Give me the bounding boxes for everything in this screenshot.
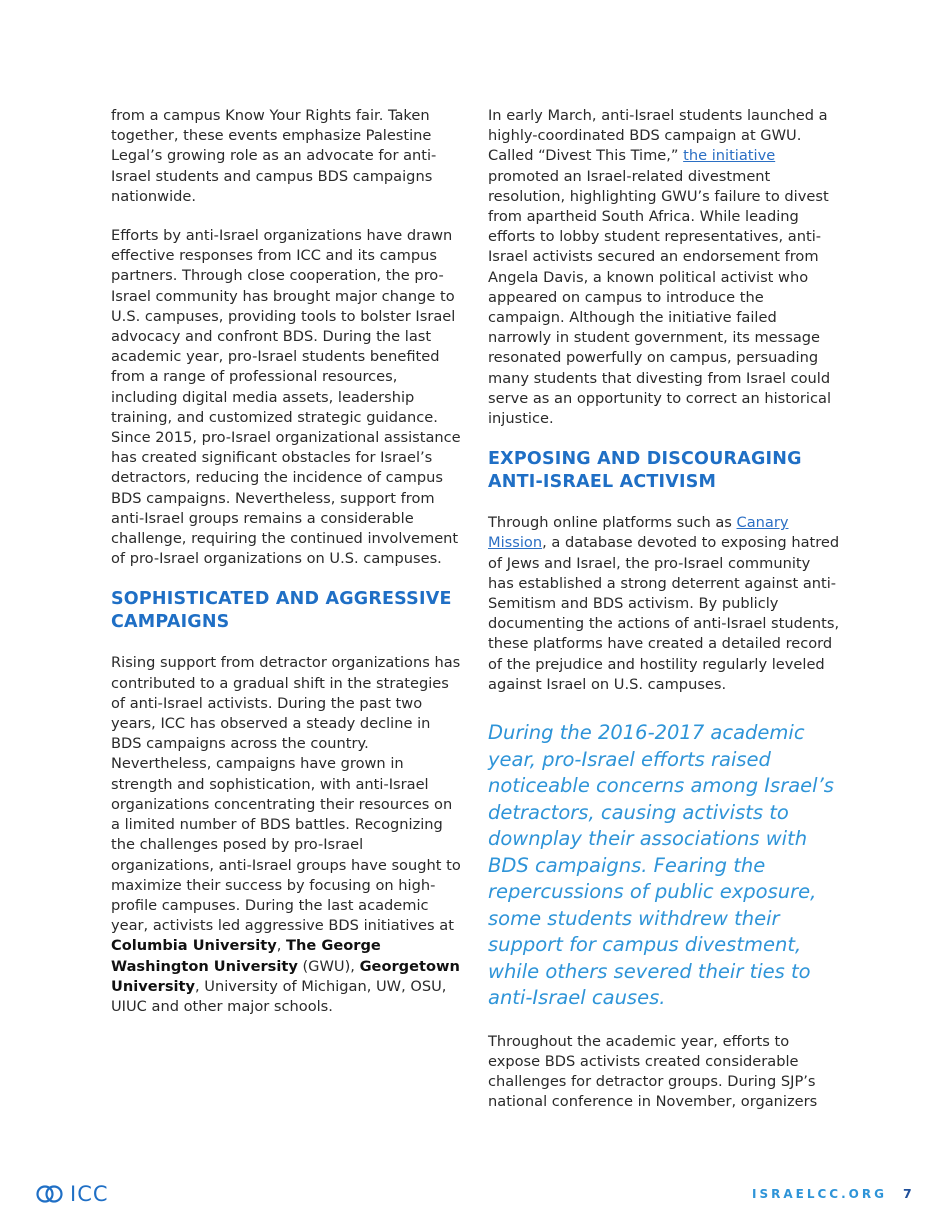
gwu-abbreviation: (GWU),	[297, 957, 360, 975]
left-paragraph-2: Efforts by anti-Israel organizations have drawn effective responses from ICC and its campus partners. Through close cooperation, the pro-Israel community has brought major change to U.S. campuses, providing tools to bolster Israel advocacy and confront BDS. During the last academic year, pro-Israel students benefited from a range of professional resources, including digital media assets, leadership training, and customized strategic guidance. Since 2015, pro-Israel organizational assistance has created significant obstacles for Israel’s detractors, reducing the incidence of campus BDS campaigns. Nevertheless, support from anti-Israel groups remains a considerable challenge, requiring the continued involvement of pro-Israel organizations on U.S. campuses.	[111, 227, 461, 568]
left-paragraph-3-text: Rising support from detractor organizations has contributed to a gradual shift in the strategies of anti-Israel activists. During the past two years, ICC has observed a steady decline in BDS campaigns across the country. Nevertheless, campaigns have grown in strength and sophistication, with anti-Israel organizations concentrating their resources on a limited number of BDS battles. Recognizing the challenges posed by pro-Israel organizations, anti-Israel groups have sought to maximize their success by focusing on high-profile campuses. During the last academic year, activists led aggressive BDS initiatives at	[111, 654, 461, 935]
separator-comma: ,	[276, 937, 287, 955]
pull-quote: During the 2016-2017 academic year, pro-Israel efforts raised noticeable concerns among Israel’s detractors, causing activists to downplay their associations with BDS campaigns. Fearing the repercussions of public exposure, some students withdrew their support for campus divestment, while others severed their ties to anti-Israel causes.	[488, 721, 834, 1010]
right-paragraph-2-end: , a database devoted to exposing hatred of Jews and Israel, the pro-Israel community has established a strong deterrent against anti-Semitism and BDS activism. By publicly documenting the actions of anti-Israel students, these platforms have created a detailed record of the prejudice and hostility regularly leveled against Israel on U.S. campuses.	[488, 534, 840, 693]
icc-logo-icon	[35, 1184, 65, 1204]
right-column	[488, 106, 840, 1131]
heading-exposing-activism: EXPOSING AND DISCOURAGING ANTI-ISRAEL ACTIVISM	[488, 449, 802, 493]
right-paragraph-3: Throughout the academic year, efforts to expose BDS activists created considerable challenges for detractor groups. During SJP’s national conference in November, organizers	[488, 1032, 818, 1111]
left-paragraph-3-end: , University of Michigan, UW, OSU, UIUC and other major schools.	[111, 977, 447, 1015]
left-paragraph-1: from a campus Know Your Rights fair. Taken together, these events emphasize Palestine Legal’s growing role as an advocate for anti-Israel students and campus BDS campaigns nationwide.	[111, 107, 437, 205]
left-column	[111, 106, 463, 1036]
right-paragraph-1	[488, 106, 840, 429]
page-number: 7	[903, 1186, 912, 1201]
school-gwu: The George Washington University	[111, 937, 381, 975]
school-georgetown: Georgetown University	[111, 957, 460, 995]
footer-website: ISRAELCC.ORG	[752, 1187, 887, 1201]
canary-mission-link[interactable]: Canary Mission	[488, 514, 789, 552]
right-paragraph-2-start: Through online platforms such as	[488, 514, 737, 532]
school-columbia: Columbia University	[111, 937, 277, 955]
left-paragraph-3	[111, 653, 463, 1017]
right-paragraph-1-start: In early March, anti-Israel students launched a highly-coordinated BDS campaign at GWU. Called “Divest This Time,”	[488, 107, 828, 165]
icc-logo	[35, 1182, 109, 1206]
right-paragraph-2	[488, 513, 840, 695]
initiative-link[interactable]: the initiative	[683, 147, 776, 165]
logo-text: ICC	[70, 1182, 109, 1206]
heading-sophisticated-campaigns: SOPHISTICATED AND AGGRESSIVE CAMPAIGNS	[111, 589, 452, 633]
right-paragraph-1-end: promoted an Israel-related divestment resolution, highlighting GWU’s failure to divest from apartheid South Africa. While leading efforts to lobby student representatives, anti-Israel activists secured an endorsement from Angela Davis, a known political activist who appeared on campus to introduce the campaign. Although the initiative failed narrowly in student government, its message resonated powerfully on campus, persuading many students that divesting from Israel could serve as an opportunity to correct an historical injustice.	[488, 167, 832, 428]
